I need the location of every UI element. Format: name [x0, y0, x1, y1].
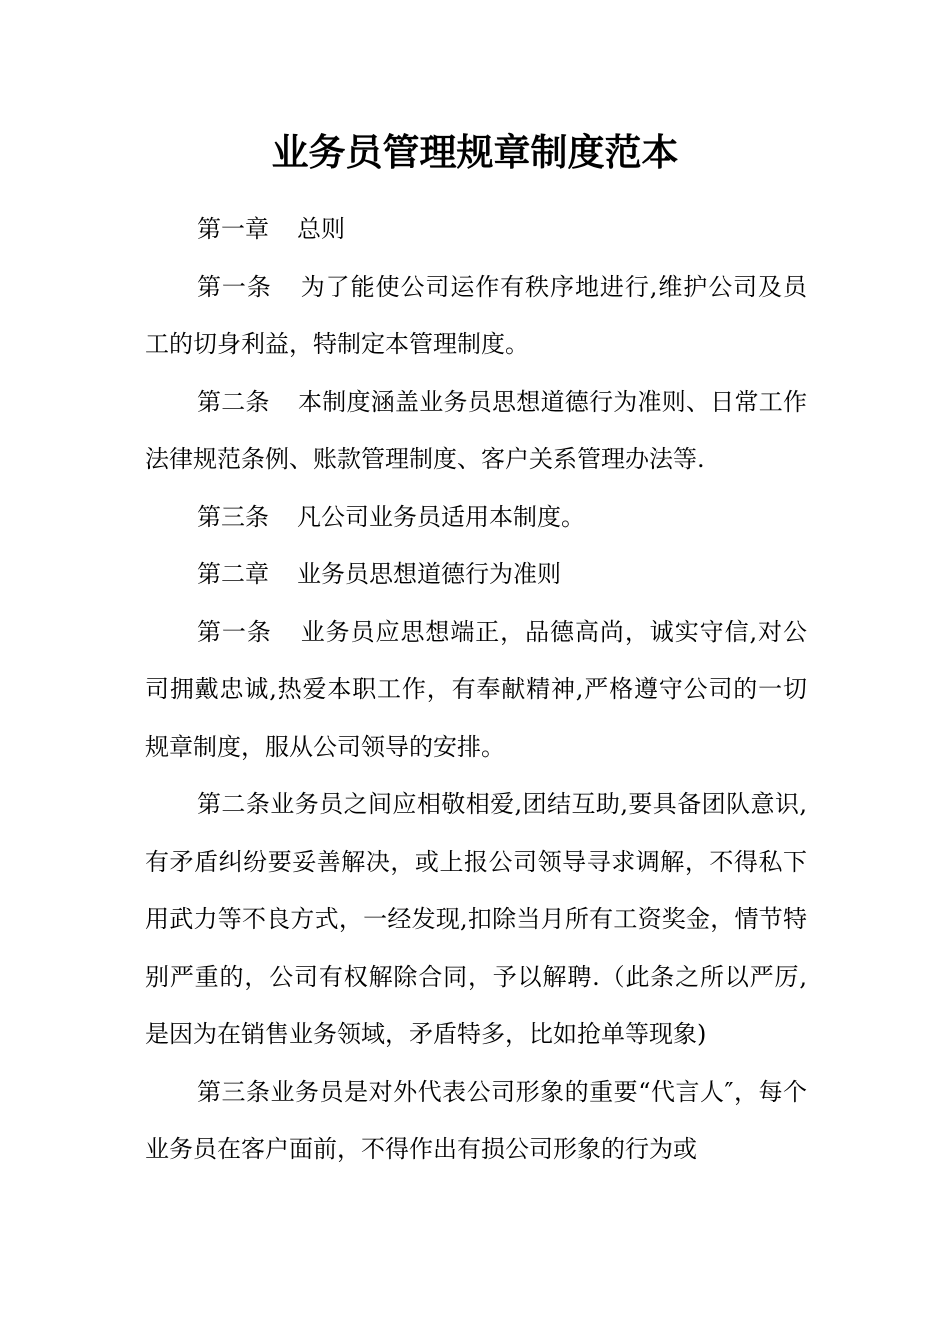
- article-paragraph: [145, 489, 807, 547]
- document-body: [145, 201, 807, 1179]
- article-paragraph: [145, 374, 807, 489]
- paragraph-text: 本制度涵盖业务员思想道德行为准则、日常工作法律规范条例、账款管理制度、客户关系管理办法等.: [145, 387, 807, 473]
- paragraph-text: 为了能使公司运作有秩序地进行,维护公司及员工的切身利益，特制定本管理制度。: [145, 272, 807, 358]
- paragraph-label: 第一章: [197, 215, 269, 243]
- document-title: 业务员管理规章制度范本: [271, 131, 679, 174]
- paragraph-label: 第二条: [197, 387, 270, 416]
- paragraph-text: 业务员应思想端正，品德高尚，诚实守信,对公司拥戴忠诚,热爱本职工作，有奉献精神,严格遵守公司的一切规章制度，服从公司领导的安排。: [145, 617, 807, 761]
- article-paragraph: [145, 604, 807, 777]
- paragraph-label: 第一条: [197, 272, 272, 301]
- paragraph-label: 第一条: [197, 617, 272, 646]
- paragraph-label: 第三条: [197, 502, 269, 531]
- paragraph-text: 第二条业务员之间应相敬相爱,团结互助,要具备团队意识,有矛盾纠纷要妥善解决，或上报公司领导寻求调解，不得私下用武力等不良方式，一经发现,扣除当月所有工资奖金，情节特别严重的，公司有权解除合同，予以解聘.（此条之所以严厉,是因为在销售业务领域，矛盾特多，比如抢单等现象): [145, 790, 807, 1048]
- paragraph-text: 凡公司业务员适用本制度。: [297, 502, 585, 531]
- article-paragraph: [145, 259, 807, 374]
- paragraph-text: 第三条业务员是对外代表公司形象的重要“代言人″，每个业务员在客户面前，不得作出有损公司形象的行为或: [145, 1077, 807, 1163]
- article-paragraph: [145, 776, 807, 1064]
- paragraph-text: 业务员思想道德行为准则: [297, 560, 561, 588]
- paragraph-text: 总则: [297, 215, 345, 243]
- paragraph-label: 第二章: [197, 560, 269, 588]
- chapter-heading: [145, 201, 807, 259]
- article-paragraph: [145, 1064, 807, 1179]
- chapter-heading: [145, 546, 807, 604]
